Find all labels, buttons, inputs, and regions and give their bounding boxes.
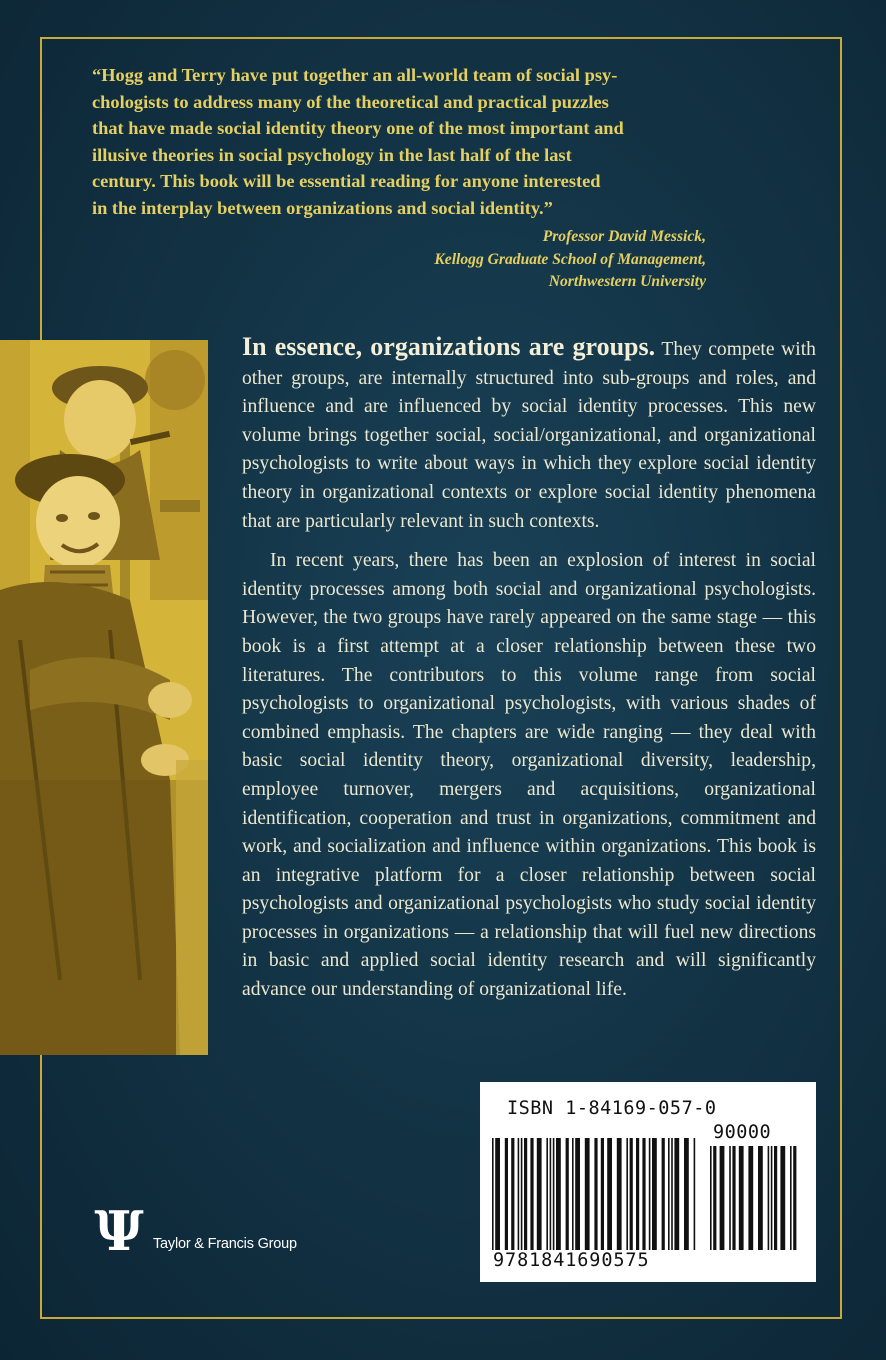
barcode-bar	[768, 1146, 770, 1250]
addon-bars	[710, 1146, 804, 1250]
barcode-bar	[566, 1138, 569, 1250]
psi-logo-icon	[90, 1200, 148, 1260]
barcode-bar	[630, 1138, 633, 1250]
price-code: 90000	[713, 1122, 772, 1143]
barcode-bar	[556, 1138, 561, 1250]
barcode-bar	[790, 1146, 792, 1250]
barcode-bar	[710, 1146, 712, 1250]
lead-rest: They compete with other groups, are internally structured into sub-groups and roles, and influence and are influenced by social identity processes. This new volume brings together social, social/organizational, and organizational psychologists to write about ways in which they explore social identity theory in organizational contexts or explore social identity phenomena that are particularly relevant in such contexts.	[242, 339, 816, 532]
cover-photo-workers	[0, 340, 208, 1055]
barcode-bar	[626, 1138, 628, 1250]
barcode-bar	[649, 1138, 651, 1250]
barcode-bar	[748, 1146, 753, 1250]
description-lead	[242, 333, 816, 536]
barcode-bar	[684, 1138, 689, 1250]
isbn-number: ISBN 1-84169-057-0	[507, 1098, 717, 1119]
quote-line: chologists to address many of the theoretical and practical puzzles	[92, 91, 609, 112]
barcode-bar	[732, 1146, 735, 1250]
barcode-bar	[530, 1138, 533, 1250]
barcode-bar	[546, 1138, 548, 1250]
quote-line: that have made social identity theory one of the most important and	[92, 118, 624, 138]
barcode-bar	[671, 1138, 673, 1250]
barcode-bar	[495, 1138, 500, 1250]
quote-line: “Hogg and Terry have put together an all-world team of social psy-	[92, 65, 618, 85]
isbn-barcode	[480, 1082, 816, 1282]
quote-line: in the interplay between organizations and social identity.”	[92, 197, 553, 218]
barcode-bar	[713, 1146, 716, 1250]
barcode-bar	[694, 1138, 696, 1250]
barcode-bar	[617, 1138, 622, 1250]
barcode-bar	[553, 1138, 555, 1250]
barcode-bar	[575, 1138, 580, 1250]
barcode-bar	[758, 1146, 763, 1250]
barcode-bar	[537, 1138, 542, 1250]
barcode-bar	[642, 1138, 645, 1250]
barcode-bar	[524, 1138, 527, 1250]
attribution-school: Kellogg Graduate School of Management,	[434, 250, 706, 268]
barcode-bar	[668, 1138, 670, 1250]
quote-attribution	[434, 226, 706, 294]
barcode-bar	[594, 1138, 597, 1250]
ean-digits: 9781841690575	[493, 1250, 650, 1271]
barcode-bar	[771, 1146, 773, 1250]
barcode-bar	[720, 1146, 725, 1250]
barcode-bar	[601, 1138, 604, 1250]
barcode-bar	[572, 1138, 574, 1250]
barcode-bar	[511, 1138, 514, 1250]
barcode-bar	[774, 1146, 777, 1250]
barcode-bar	[729, 1146, 731, 1250]
barcode-bar	[585, 1138, 590, 1250]
barcode-bar	[636, 1138, 639, 1250]
barcode-bar	[793, 1146, 796, 1250]
ean-bars	[492, 1138, 698, 1250]
psi-glyph: Ψ	[94, 1200, 144, 1260]
barcode-bar	[492, 1138, 494, 1250]
attribution-name: Professor David Messick,	[542, 228, 706, 245]
attribution-university: Northwestern University	[548, 273, 706, 290]
barcode-bar	[518, 1138, 520, 1250]
quote-line: illusive theories in social psychology in the last half of the last	[92, 144, 572, 165]
publisher-name: Taylor & Francis Group	[153, 1236, 297, 1252]
lead-phrase: In essence, organizations are groups.	[242, 332, 656, 361]
barcode-bar	[521, 1138, 523, 1250]
barcode-bar	[674, 1138, 679, 1250]
description	[242, 333, 816, 1005]
barcode-bar	[652, 1138, 657, 1250]
barcode-bar	[662, 1138, 665, 1250]
description-body: In recent years, there has been an explosion of interest in social identity processes among both social and organizational psychologists. However, the two groups have rarely appeared on the same stage — this book is a first attempt at a closer relationship between these two literatures. The contributors to this volume range from social psychologists to organizational psychologists, with various shades of combined emphasis. The chapters are wide ranging — they deal with basic social identity theory, organizational diversity, leadership, employee turnover, mergers and acquisitions, organizational identification, cooperation and trust in organizations, commitment and work, and socialization and influence within organizations. This book is an integrative platform for a closer relationship between social psychologists and organizational psychologists who study social identity processes in organizations — a relationship that will fuel new directions in basic and applied social identity research and will significantly advance our understanding of organizational life.	[242, 550, 816, 1001]
barcode-bar	[505, 1138, 508, 1250]
endorsement-quote	[92, 62, 742, 221]
barcode-bar	[739, 1146, 744, 1250]
quote-line: century. This book will be essential reading for anyone interested	[92, 171, 601, 191]
barcode-bar	[607, 1138, 612, 1250]
barcode-bar	[550, 1138, 552, 1250]
barcode-bar	[780, 1146, 785, 1250]
